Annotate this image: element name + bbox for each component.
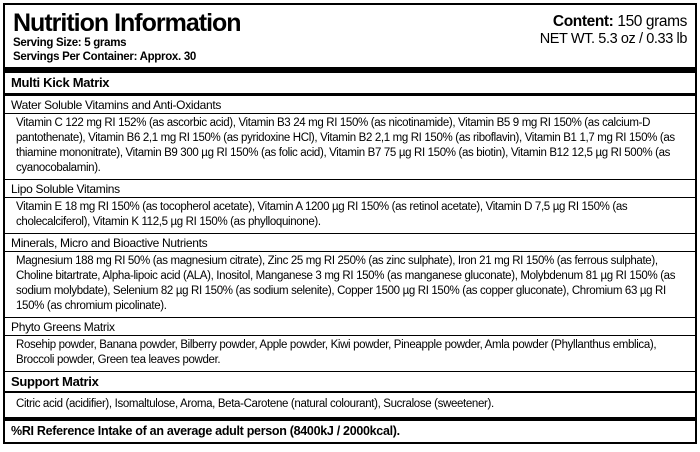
subsection-water-soluble-vitamins (5, 96, 695, 180)
subsection-text: Vitamin E 18 mg RI 150% (as tocopherol acetate), Vitamin A 1200 µg RI 150% (as retinol acetate), Vitamin D 7,5 µg RI 150% (as cholecalciferol), Vitamin K 112,5 µg RI 150% (as phylloquinone). (5, 198, 695, 234)
header-right-block (540, 10, 687, 48)
reference-intake-footnote: %RI Reference Intake of an average adult person (8400kJ / 2000kcal). (11, 424, 400, 438)
subsection-phyto-greens (5, 318, 695, 372)
subsection-minerals (5, 234, 695, 318)
page-title: Nutrition Information (13, 9, 241, 37)
content-line (540, 13, 687, 31)
subsection-text: Rosehip powder, Banana powder, Bilberry powder, Apple powder, Kiwi powder, Pineapple powder, Amla powder (Phyllanthus emblica), Broccoli powder, Green tea leaves powder. (5, 336, 695, 372)
content-value: 150 grams (617, 13, 687, 30)
header-left-block (13, 10, 241, 64)
subsection-text: Magnesium 188 mg RI 50% (as magnesium citrate), Zinc 25 mg RI 250% (as zinc sulphate), Iron 21 mg RI 150% (as ferrous sulphate), Choline bitartrate, Alpha-lipoic acid (ALA), Inositol, Manganese 3 mg RI 150% (as manganese gluconate), Molybdenum 81 µg RI 150% (as sodium molybdate), Selenium 82 µg RI 150% (as sodium selenite), Copper 1500 µg RI 150% (as copper gluconate), Chromium 63 µg RI 150% (as chromium picolinate). (5, 252, 695, 318)
subsection-heading: Water Soluble Vitamins and Anti-Oxidants (5, 96, 695, 114)
subsection-heading: Lipo Soluble Vitamins (5, 180, 695, 198)
servings-per-container-text: Servings Per Container: Approx. 30 (13, 50, 197, 63)
subsection-text: Vitamin C 122 mg RI 152% (as ascorbic acid), Vitamin B3 24 mg RI 150% (as nicotinamide), Vitamin B5 9 mg RI 150% (as calcium-D pantothenate), Vitamin B6 2,1 mg RI 150% (as pyridoxine HCl), Vitamin B2 2,1 mg RI 150% (as riboflavin), Vitamin B1 1,7 mg RI 150% (as thiamine mononitrate), Vitamin B9 300 µg RI 150% (as folic acid), Vitamin B7 75 µg RI 150% (as biotin), Vitamin B12 12,5 µg RI 500% (as cyanocobalamin). (5, 114, 695, 180)
matrix-title: Multi Kick Matrix (11, 75, 110, 90)
subsection-heading: Phyto Greens Matrix (5, 318, 695, 336)
subsection-support-matrix (5, 372, 695, 417)
net-weight-text: NET WT. 5.3 oz / 0.33 lb (539, 31, 687, 47)
support-matrix-text: Citric acid (acidifier), Isomaltulose, Aroma, Beta-Carotene (natural colourant), Sucralose (sweetener). (16, 398, 494, 410)
content-label: Content: (552, 13, 614, 30)
support-matrix-heading: Support Matrix (5, 372, 695, 393)
label-header (5, 5, 695, 67)
subsection-lipo-soluble-vitamins (5, 180, 695, 234)
nutrition-label (3, 3, 697, 444)
serving-size-text: Serving Size: 5 grams (13, 37, 127, 49)
subsection-heading: Minerals, Micro and Bioactive Nutrients (5, 234, 695, 252)
